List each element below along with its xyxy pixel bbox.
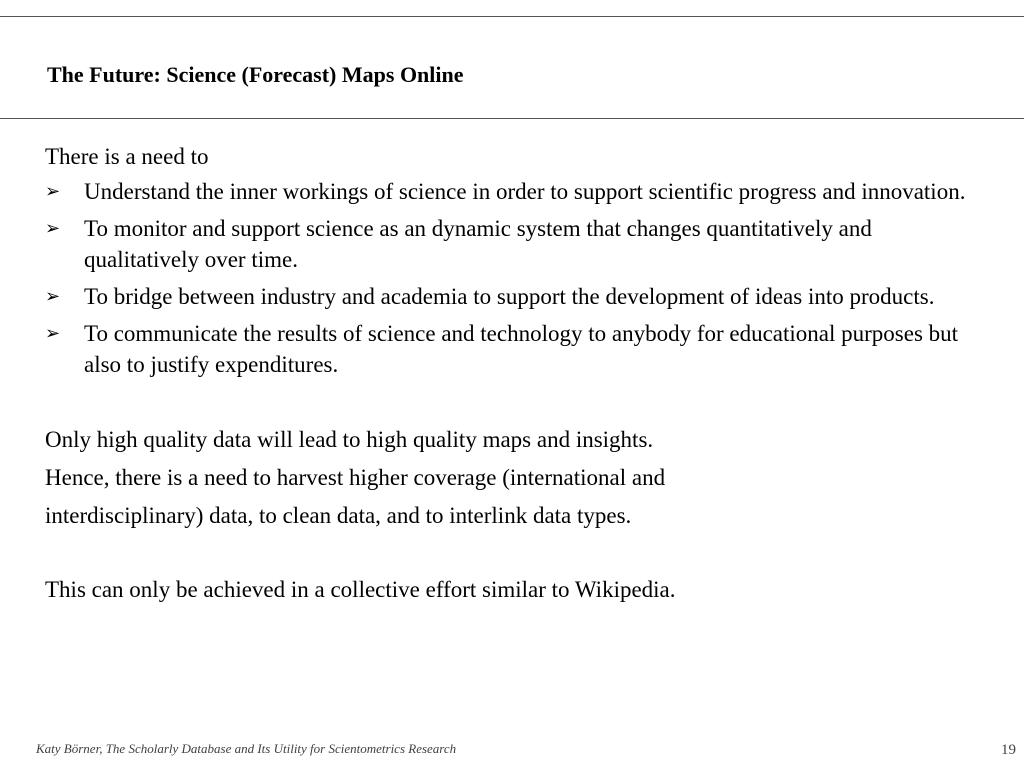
bullet-list <box>45 176 975 380</box>
bullet-text: To monitor and support science as an dynamic system that changes quantitatively and qualitatively over time. <box>84 216 872 272</box>
bullet-text: Understand the inner workings of science in order to support scientific progress and innovation. <box>84 179 966 204</box>
page-number: 19 <box>1001 742 1016 758</box>
title-divider <box>0 118 1024 119</box>
arrowhead-bullet-icon: ➢ <box>45 323 61 344</box>
bullet-text: To communicate the results of science and technology to anybody for educational purposes but also to justify expenditures. <box>84 321 959 377</box>
top-divider <box>0 16 1024 17</box>
bullet-item <box>45 213 975 275</box>
arrowhead-bullet-icon: ➢ <box>45 218 61 239</box>
data-quality-paragraph <box>45 421 975 535</box>
bullet-item <box>45 318 975 380</box>
arrowhead-bullet-icon: ➢ <box>45 181 61 202</box>
bullet-item <box>45 281 975 312</box>
closing-paragraph: This can only be achieved in a collective effort similar to Wikipedia. <box>45 577 676 602</box>
paragraph-line: Hence, there is a need to harvest higher coverage (international and <box>45 465 666 490</box>
slide-body <box>45 141 975 609</box>
bullet-item <box>45 176 975 207</box>
paragraph-line: Only high quality data will lead to high quality maps and insights. <box>45 427 654 452</box>
footer-citation: Katy Börner, The Scholarly Database and Its Utility for Scientometrics Research <box>36 741 457 756</box>
paragraph-line: interdisciplinary) data, to clean data, and to interlink data types. <box>45 503 632 528</box>
bullet-text: To bridge between industry and academia to support the development of ideas into products. <box>84 284 935 309</box>
intro-text: There is a need to <box>45 144 209 169</box>
arrowhead-bullet-icon: ➢ <box>45 286 61 307</box>
slide-title: The Future: Science (Forecast) Maps Online <box>47 62 464 87</box>
